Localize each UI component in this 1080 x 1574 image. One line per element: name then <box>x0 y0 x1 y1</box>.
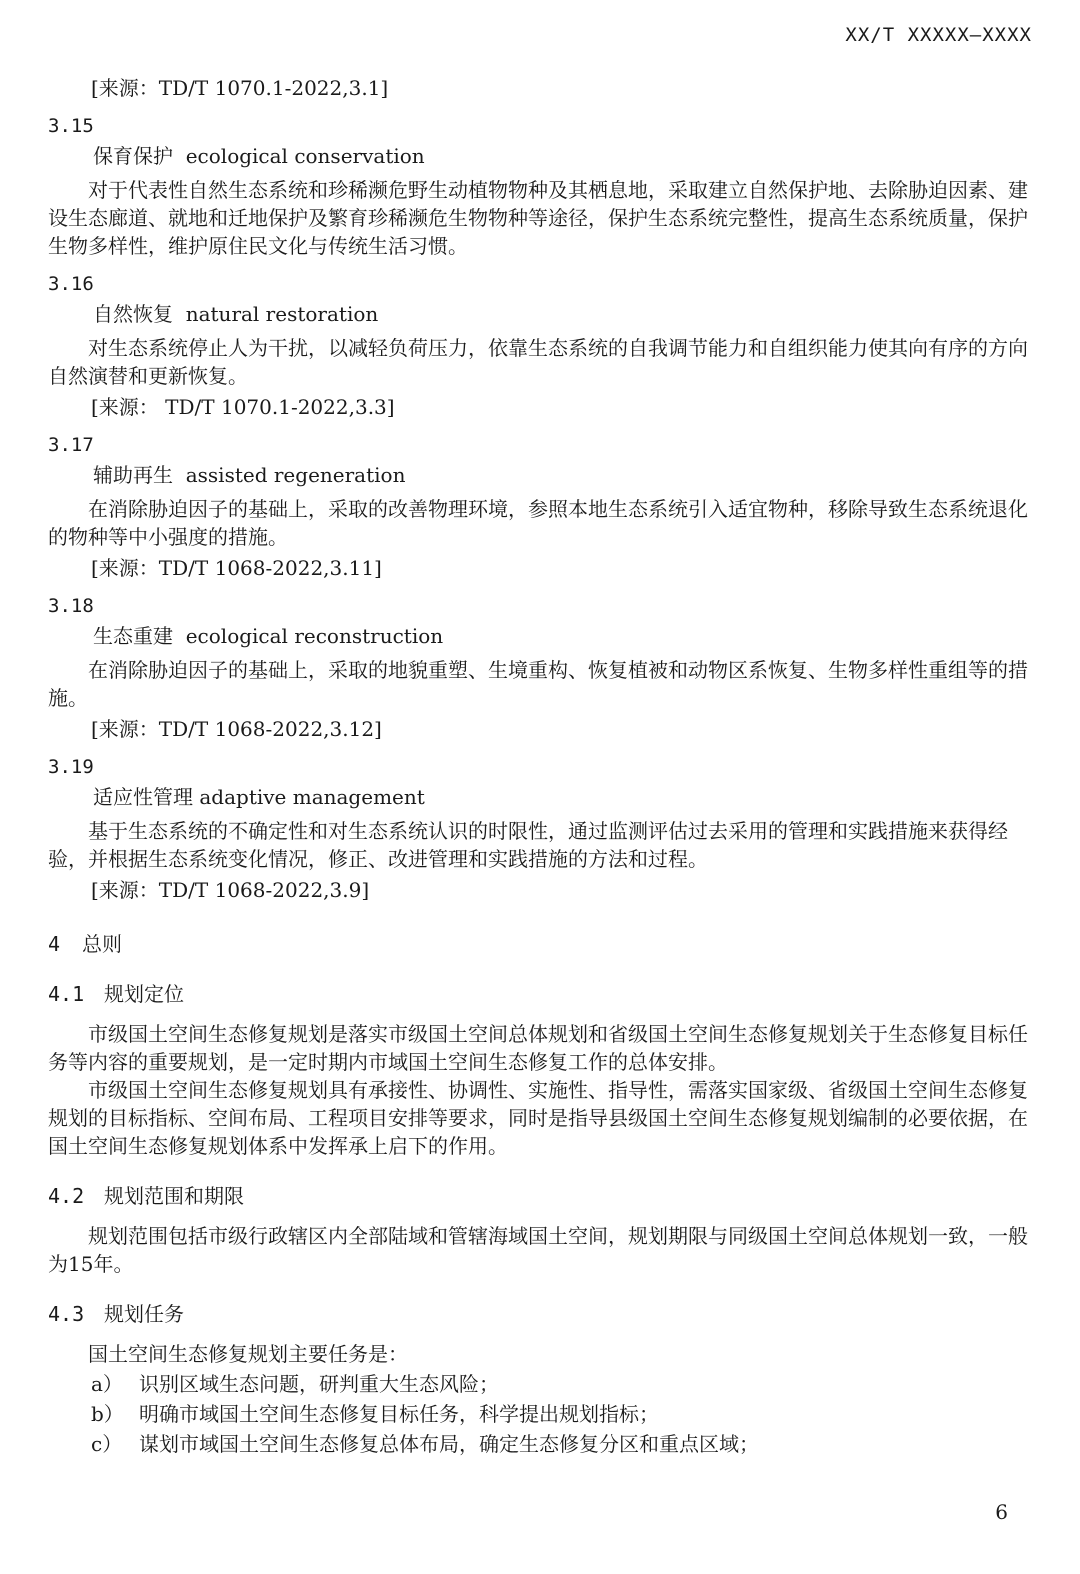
section-number: 4.3 <box>48 1302 85 1326</box>
term-zh: 适应性管理 <box>93 785 193 809</box>
term-title <box>48 622 1032 650</box>
standard-code-header: XX/T XXXXX—XXXX <box>845 24 1032 46</box>
source-citation: [来源：TD/T 1068-2022,3.11] <box>91 556 382 580</box>
section-number: 4 <box>48 932 61 956</box>
section-title: 规划任务 <box>104 1302 184 1326</box>
list-label: b） <box>91 1402 124 1426</box>
section-heading-4 <box>48 930 1032 958</box>
term-entry-3-18 <box>48 592 1032 743</box>
paragraph: 市级国土空间生态修复规划具有承接性、协调性、实施性、指导性，需落实国家级、省级国土空间生态修复规划的目标指标、空间布局、工程项目安排等要求，同时是指导县级国土空间生态修复规划编制的必要依据，在国土空间生态修复规划体系中发挥承上启下的作用。 <box>48 1078 1028 1158</box>
term-zh: 保育保护 <box>93 144 173 168</box>
term-en: ecological reconstruction <box>185 624 444 648</box>
term-en: assisted regeneration <box>185 463 406 487</box>
term-number: 3.16 <box>48 273 94 295</box>
term-title <box>48 461 1032 489</box>
source-citation: [来源：TD/T 1070.1-2022,3.1] <box>91 76 389 100</box>
term-definition: 对生态系统停止人为干扰，以减轻负荷压力，依靠生态系统的自我调节能力和自组织能力使其向有序的方向自然演替和更新恢复。 <box>48 336 1028 388</box>
term-title <box>48 783 1032 811</box>
list-text: 谋划市域国土空间生态修复总体布局，确定生态修复分区和重点区域； <box>139 1432 759 1456</box>
term-zh: 自然恢复 <box>93 302 173 326</box>
page-content <box>48 74 1032 1458</box>
section-heading-4-3 <box>48 1300 1032 1328</box>
list-item <box>48 1400 1032 1428</box>
paragraph: 规划范围包括市级行政辖区内全部陆域和管辖海域国土空间，规划期限与同级国土空间总体规划一致，一般为15年。 <box>48 1224 1028 1276</box>
term-definition: 在消除胁迫因子的基础上，采取的改善物理环境，参照本地生态系统引入适宜物种，移除导致生态系统退化的物种等中小强度的措施。 <box>48 497 1028 549</box>
section-title: 规划定位 <box>104 982 184 1006</box>
list-label: a） <box>91 1372 123 1396</box>
section-number: 4.2 <box>48 1184 85 1208</box>
term-number: 3.17 <box>48 434 94 456</box>
task-list <box>48 1370 1032 1458</box>
paragraph: 市级国土空间生态修复规划是落实市级国土空间总体规划和省级国土空间生态修复规划关于生态修复目标任务等内容的重要规划，是一定时期内市域国土空间生态修复工作的总体安排。 <box>48 1022 1028 1074</box>
section-title: 规划范围和期限 <box>104 1184 244 1208</box>
term-zh: 辅助再生 <box>93 463 173 487</box>
term-number: 3.19 <box>48 756 94 778</box>
term-title <box>48 142 1032 170</box>
source-citation: [来源： TD/T 1070.1-2022,3.3] <box>91 395 395 419</box>
term-entry-3-17 <box>48 431 1032 582</box>
list-text: 识别区域生态问题，研判重大生态风险； <box>139 1372 499 1396</box>
list-text: 明确市域国土空间生态修复目标任务，科学提出规划指标； <box>139 1402 659 1426</box>
section-number: 4.1 <box>48 982 85 1006</box>
term-entry-3-19 <box>48 753 1032 904</box>
list-item <box>48 1370 1032 1398</box>
term-number: 3.15 <box>48 115 94 137</box>
term-en: ecological conservation <box>185 144 425 168</box>
list-label: c） <box>91 1432 123 1456</box>
term-en: adaptive management <box>199 785 425 809</box>
term-definition: 在消除胁迫因子的基础上，采取的地貌重塑、生境重构、恢复植被和动物区系恢复、生物多样性重组等的措施。 <box>48 658 1028 710</box>
section-title: 总则 <box>82 932 122 956</box>
list-item <box>48 1430 1032 1458</box>
source-citation: [来源：TD/T 1068-2022,3.12] <box>91 717 382 741</box>
term-number: 3.18 <box>48 595 94 617</box>
term-entry-3-15 <box>48 112 1032 260</box>
source-citation: [来源：TD/T 1068-2022,3.9] <box>91 878 370 902</box>
paragraph: 国土空间生态修复规划主要任务是： <box>88 1342 408 1366</box>
term-en: natural restoration <box>185 302 379 326</box>
section-heading-4-1 <box>48 980 1032 1008</box>
section-heading-4-2 <box>48 1182 1032 1210</box>
page-number: 6 <box>995 1500 1008 1524</box>
term-zh: 生态重建 <box>93 624 173 648</box>
term-definition: 对于代表性自然生态系统和珍稀濒危野生动植物物种及其栖息地，采取建立自然保护地、去除胁迫因素、建设生态廊道、就地和迁地保护及繁育珍稀濒危生物物种等途径，保护生态系统完整性，提高生态系统质量，保护生物多样性，维护原住民文化与传统生活习惯。 <box>48 178 1028 258</box>
term-title <box>48 300 1032 328</box>
term-definition: 基于生态系统的不确定性和对生态系统认识的时限性，通过监测评估过去采用的管理和实践措施来获得经验，并根据生态系统变化情况，修正、改进管理和实践措施的方法和过程。 <box>48 819 1008 871</box>
term-entry-3-16 <box>48 270 1032 421</box>
